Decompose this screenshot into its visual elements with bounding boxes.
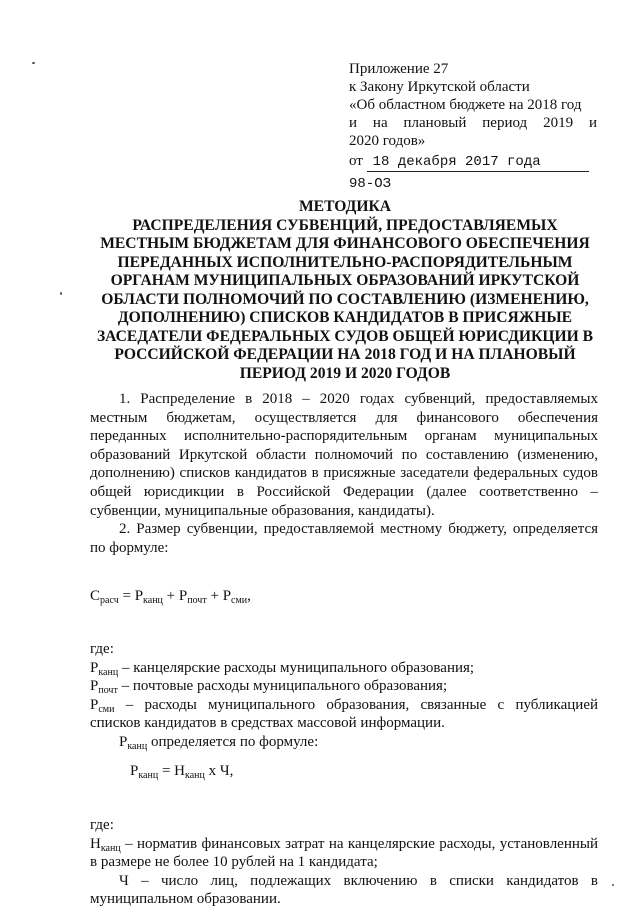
formula-operator: +	[162, 588, 179, 605]
formula-office	[90, 752, 598, 817]
paragraph-1: 1. Распределение в 2018 – 2020 годах субвенций, предоставляемых местным бюджетам, осуществляется для финансового обеспечения переданных исполнительно-распорядительным органам муниципальных образований Иркутской области полномочий по составлению (изменению, дополнению) списков кандидатов в присяжные заседатели федеральных судов общей юрисдикции в Российской Федерации (далее соответственно – субвенции, муниципальные образования, кандидаты).	[90, 391, 598, 519]
def-symbol: P	[119, 733, 128, 750]
definition-norm	[90, 835, 598, 872]
formula-subscript: канц	[185, 769, 205, 781]
appendix-block	[349, 60, 597, 193]
formula-subscript: сми	[231, 595, 248, 607]
formula-symbol: P	[222, 588, 232, 605]
appendix-law: к Закону Иркутской области	[349, 79, 530, 95]
formula-operator: х Ч,	[204, 762, 234, 779]
def-subscript: сми	[98, 703, 115, 715]
document-body	[90, 390, 598, 909]
formula-operator: ,	[247, 588, 251, 605]
formula-subscript: канц	[143, 595, 163, 607]
heading-subtitle: РАСПРЕДЕЛЕНИЯ СУБВЕНЦИЙ, ПРЕДОСТАВЛЯЕМЫХ МЕСТНЫМ БЮДЖЕТАМ ДЛЯ ФИНАНСОВОГО ОБЕСПЕЧЕНИЯ ПЕРЕДАННЫХ ИСПОЛНИТЕЛЬНО-РАСПОРЯДИТЕЛЬНЫМ ОРГАНАМ МУНИЦИПАЛЬНЫХ ОБРАЗОВАНИЙ ИРКУТСКОЙ ОБЛАСТИ ПОЛНОМОЧИЙ ПО СОСТАВЛЕНИЮ (ИЗМЕНЕНИЮ, ДОПОЛНЕНИЮ) СПИСКОВ КАНДИДАТОВ В ПРИСЯЖНЫЕ ЗАСЕДАТЕЛИ ФЕДЕРАЛЬНЫХ СУДОВ ОБЩЕЙ ЮРИСДИКЦИИ В РОССИЙСКОЙ ФЕДЕРАЦИИ НА 2018 ГОД И НА ПЛАНОВЫЙ ПЕРИОД 2019 И 2020 ГОДОВ	[96, 216, 594, 382]
appendix-date-row	[349, 152, 597, 172]
scan-speck	[32, 62, 35, 64]
formula-subsidy	[90, 557, 598, 640]
heading-title: МЕТОДИКА	[298, 198, 392, 215]
def-subscript: канц	[100, 842, 121, 854]
def-text: – почтовые расходы муниципального образования;	[117, 678, 448, 695]
definition-postal	[90, 677, 598, 696]
def-symbol: P	[90, 678, 99, 695]
appendix-law-title-3: 2020 годов»	[349, 133, 426, 149]
date-value: 18 декабря 2017 года	[367, 154, 589, 172]
def-symbol: P	[90, 659, 99, 676]
scan-speck	[612, 884, 614, 886]
formula-subscript: почт	[187, 595, 207, 607]
definition-office	[90, 659, 598, 678]
formula-operator: =	[158, 762, 175, 779]
law-number: 98-ОЗ	[349, 176, 392, 192]
appendix-law-title-1: «Об областном бюджете на 2018 год	[349, 97, 582, 113]
formula-operator: =	[118, 588, 135, 605]
formula-symbol: P	[178, 588, 188, 605]
definition-count: Ч – число лиц, подлежащих включению в списки кандидатов в муниципальном образовании.	[90, 872, 598, 908]
def-subscript: канц	[98, 666, 119, 678]
def-symbol: P	[90, 696, 99, 713]
where-label: где:	[90, 640, 114, 657]
formula-symbol: C	[90, 588, 101, 605]
def-text: – расходы муниципального образования, связанные с публикацией списков кандидатов в средствах массовой информации.	[90, 696, 598, 732]
definition-office-formula-intro	[90, 733, 598, 752]
where-label: где:	[90, 817, 114, 834]
def-text: – канцелярские расходы муниципального образования;	[118, 659, 475, 676]
def-subscript: почт	[98, 685, 118, 697]
document-heading	[90, 198, 600, 383]
appendix-number: Приложение 27	[349, 61, 449, 77]
formula-symbol: P	[134, 588, 144, 605]
scan-speck	[60, 292, 62, 295]
paragraph-2: 2. Размер субвенции, предоставляемой местному бюджету, определяется по формуле:	[90, 521, 598, 556]
def-text: – норматив финансовых затрат на канцелярские расходы, установленный в размере не более 10 рублей на 1 кандидата;	[90, 835, 598, 871]
formula-symbol: P	[130, 762, 139, 779]
def-subscript: канц	[127, 740, 148, 752]
date-prefix: от	[349, 153, 363, 169]
formula-subscript: канц	[138, 769, 159, 781]
appendix-law-title-2: и на плановый период 2019 и	[349, 115, 597, 131]
def-text: определяется по формуле:	[147, 733, 319, 750]
formula-operator: +	[206, 588, 223, 605]
def-symbol: H	[90, 835, 101, 852]
formula-subscript: расч	[100, 595, 119, 607]
formula-symbol: H	[174, 762, 186, 779]
definition-media	[90, 696, 598, 733]
